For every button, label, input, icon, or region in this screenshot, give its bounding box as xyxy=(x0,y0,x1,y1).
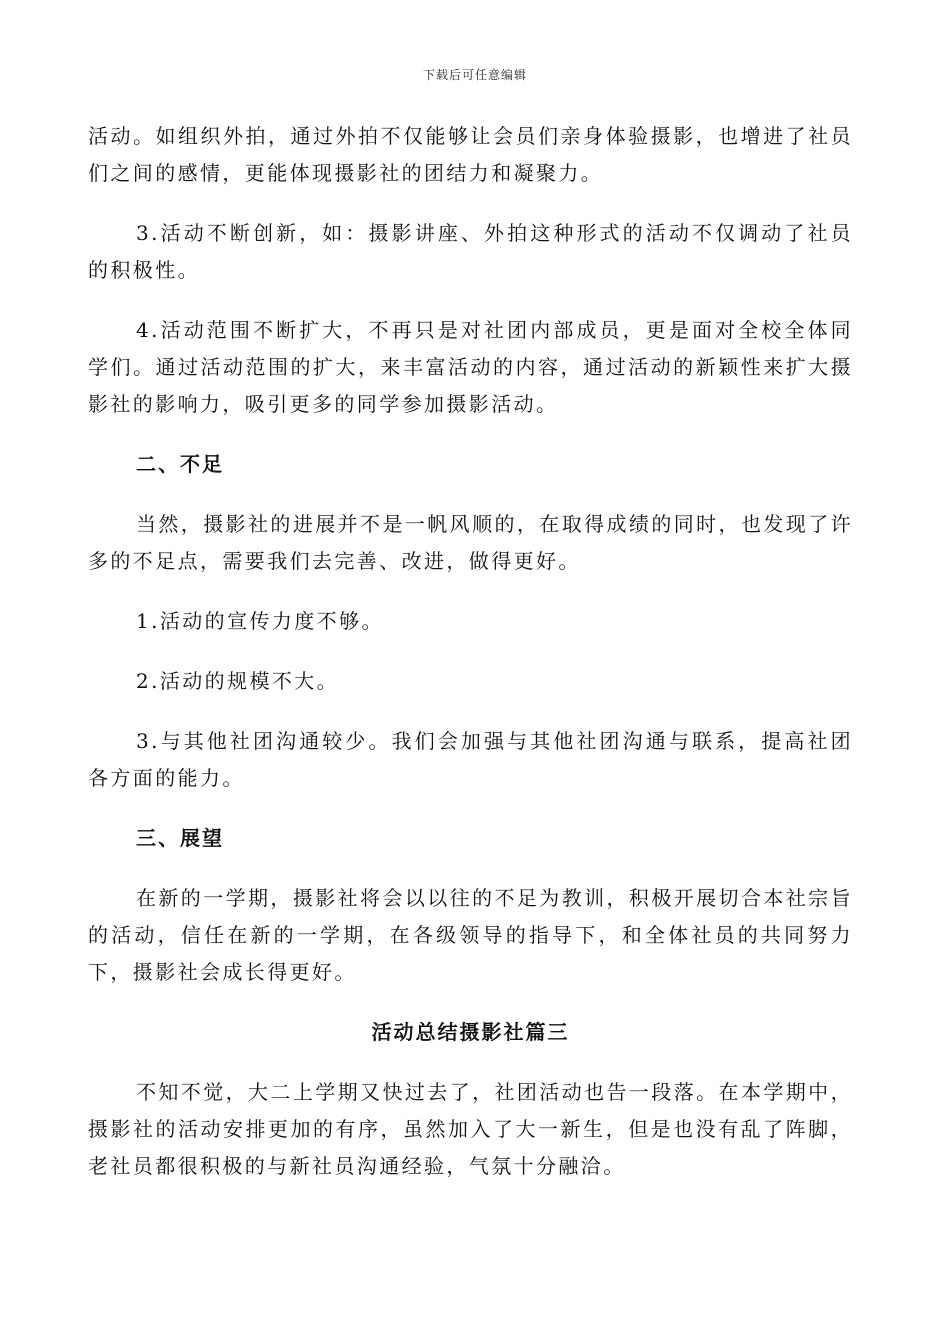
paragraph-part-three-intro: 不知不觉，大二上学期又快过去了，社团活动也告一段落。在本学期中，摄影社的活动安排更加的有序，虽然加入了大一新生，但是也没有乱了阵脚，老社员都很积极的与新社员沟通经验，气氛十分融洽。 xyxy=(88,1080,853,1178)
document-body xyxy=(88,118,853,1208)
paragraph-continuation: 活动。如组织外拍，通过外拍不仅能够让会员们亲身体验摄影，也增进了社员们之间的感情，更能体现摄影社的团结力和凝聚力。 xyxy=(88,124,853,185)
paragraph-shortcoming-1: 1.活动的宣传力度不够。 xyxy=(136,609,384,633)
paragraph-shortcoming-2: 2.活动的规模不大。 xyxy=(136,669,340,693)
paragraph-item-3: 3.活动不断创新，如：摄影讲座、外拍这种形式的活动不仅调动了社员的积极性。 xyxy=(88,221,853,282)
section-title: 活动总结摄影社篇三 xyxy=(371,1020,570,1044)
paragraph-shortcoming-3: 3.与其他社团沟通较少。我们会加强与其他社团沟通与联系，提高社团各方面的能力。 xyxy=(88,729,853,790)
header-note: 下载后可任意编辑 xyxy=(422,68,527,82)
heading-outlook: 三、展望 xyxy=(136,826,224,850)
heading-shortcomings: 二、不足 xyxy=(136,452,224,476)
paragraph-shortcomings-intro: 当然，摄影社的进展并不是一帆风顺的，在取得成绩的同时，也发现了许多的不足点，需要我们去完善、改进，做得更好。 xyxy=(88,512,853,573)
paragraph-item-4: 4.活动范围不断扩大，不再只是对社团内部成员，更是面对全校全体同学们。通过活动范围的扩大，来丰富活动的内容，通过活动的新颖性来扩大摄影社的影响力，吸引更多的同学参加摄影活动。 xyxy=(88,318,853,416)
paragraph-outlook: 在新的一学期，摄影社将会以以往的不足为教训，积极开展切合本社宗旨的活动，信任在新的一学期，在各级领导的指导下，和全体社员的共同努力下，摄影社会成长得更好。 xyxy=(88,886,853,984)
